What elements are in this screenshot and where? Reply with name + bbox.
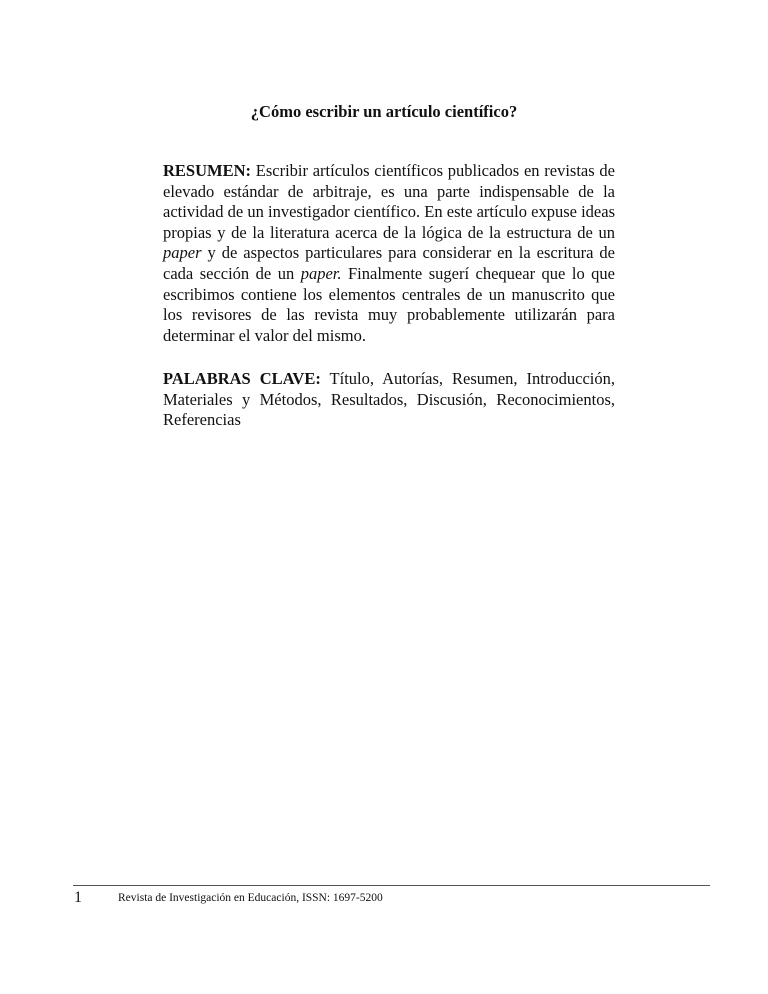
abstract-paragraph [163,161,615,346]
abstract-italic-paper-1: paper [163,243,202,263]
keywords-text: Título, Autorías, Resumen, Introducción, Materiales y Métodos, Resultados, Discusión, Reconocimientos, Referencias [163,369,615,430]
abstract-text-1: Escribir artículos científicos publicados en revistas de elevado estándar de arbitraje, es una parte indispensable de la actividad de un investigador científico. En este artículo expuse ideas propias y de la literatura acerca de la lógica de la estructura de un [163,161,615,242]
keywords-paragraph [163,369,615,431]
footer-divider [73,885,710,886]
abstract-text-3: Finalmente sugerí chequear que lo que escribimos contiene los elementos centrales de un manuscrito que los revisores de las revista muy probablemente utilizarán para determinar el valor del mismo. [163,263,615,345]
page-number: 1 [74,889,82,906]
article-title: ¿Cómo escribir un artículo científico? [250,102,518,121]
keywords-label: PALABRAS CLAVE: [163,369,321,388]
abstract-text-2: y de aspectos particulares para considerar en la escritura de cada sección de un [163,243,615,283]
abstract-italic-paper-2: paper. [300,263,342,283]
footer-journal-info: Revista de Investigación en Educación, ISSN: 1697-5200 [118,892,383,904]
abstract-label: RESUMEN: [163,161,252,180]
